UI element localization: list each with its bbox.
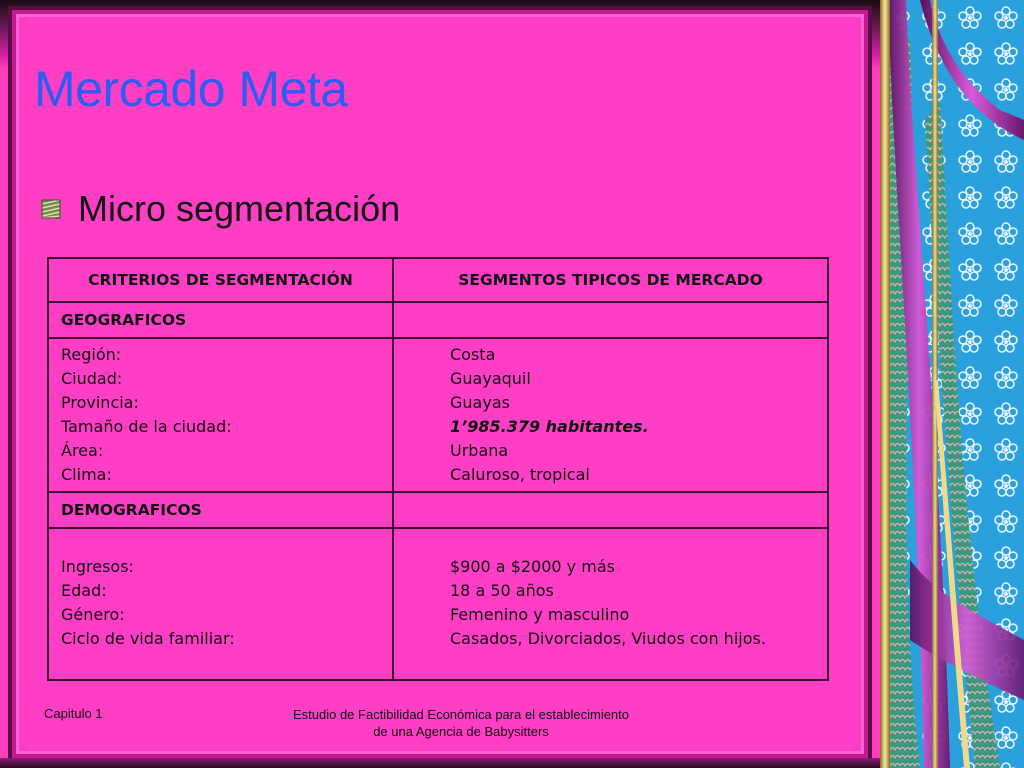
footer-line-2: de una Agencia de Babysitters	[373, 724, 549, 739]
segment-value: Guayas	[450, 393, 510, 412]
bullet-item	[40, 188, 400, 230]
segment-value: 18 a 50 años	[450, 581, 554, 600]
table-row	[48, 338, 828, 492]
table-row	[48, 528, 828, 680]
decorative-side-strip	[880, 0, 1024, 768]
criteria-label: Región:	[61, 345, 122, 364]
criteria-label: Área:	[61, 441, 104, 460]
section-row-demograficos	[48, 492, 828, 528]
footer-line-1: Estudio de Factibilidad Económica para el establecimiento	[292, 707, 630, 722]
header-criterios: CRITERIOS DE SEGMENTACIÓN	[48, 258, 393, 302]
bullet-text: Micro segmentación	[78, 188, 401, 229]
header-segmentos: SEGMENTOS TIPICOS DE MERCADO	[393, 258, 828, 302]
criteria-label: Género:	[61, 605, 125, 624]
table-header-row	[48, 258, 828, 302]
segment-value: Guayaquil	[450, 369, 531, 388]
criteria-label: Clima:	[61, 465, 112, 484]
striped-square-bullet-icon	[40, 197, 62, 221]
segment-value: Femenino y masculino	[450, 605, 630, 624]
criteria-cell-geograficos	[48, 338, 393, 492]
segmentation-table	[47, 257, 829, 681]
segment-value: Casados, Divorciados, Viudos con hijos.	[450, 629, 766, 648]
footer-chapter: Capitulo 1	[44, 706, 103, 721]
empty-cell	[393, 492, 828, 528]
criteria-label: Ciudad:	[61, 369, 123, 388]
segment-value: $900 a $2000 y más	[450, 557, 615, 576]
slide-bottom-bar	[0, 758, 880, 768]
segment-value: Urbana	[450, 441, 509, 460]
page-title: Mercado Meta	[34, 61, 348, 117]
criteria-label: Edad:	[61, 581, 107, 600]
segment-value: Costa	[450, 345, 496, 364]
footer-study-title	[246, 706, 676, 740]
segment-value-population: 1’985.379 habitantes.	[450, 417, 649, 436]
empty-cell	[393, 302, 828, 338]
decorative-pattern	[880, 0, 1024, 768]
criteria-label: Tamaño de la ciudad:	[61, 417, 232, 436]
criteria-label: Ingresos:	[61, 557, 134, 576]
section-label-demograficos: DEMOGRAFICOS	[48, 492, 393, 528]
criteria-label: Ciclo de vida familiar:	[61, 629, 235, 648]
section-label-geograficos: GEOGRAFICOS	[48, 302, 393, 338]
criteria-label: Provincia:	[61, 393, 139, 412]
segment-value: Caluroso, tropical	[450, 465, 590, 484]
segment-cell-geograficos	[393, 338, 828, 492]
segment-cell-demograficos	[393, 528, 828, 680]
section-row-geograficos	[48, 302, 828, 338]
criteria-cell-demograficos	[48, 528, 393, 680]
